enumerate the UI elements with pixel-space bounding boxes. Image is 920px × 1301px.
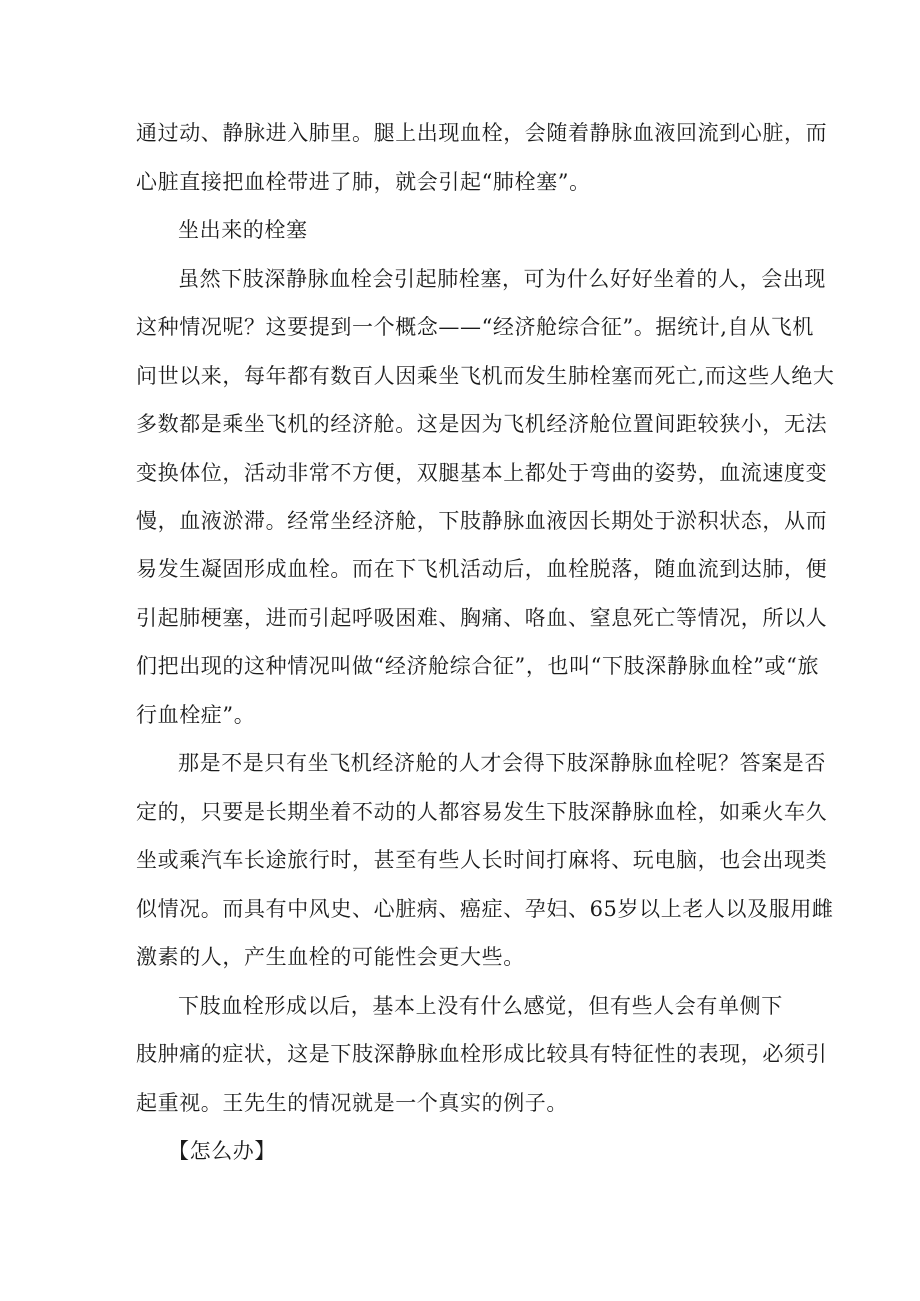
paragraph-line: 问世以来，每年都有数百人因乘坐飞机而发生肺栓塞而死亡,而这些人绝大 bbox=[136, 364, 835, 388]
section-heading: 【怎么办】 bbox=[168, 1139, 276, 1163]
paragraph-line: 们把出现的这种情况叫做“经济舱综合征”，也叫“下肢深静脉血栓”或“旅 bbox=[136, 654, 820, 678]
paragraph-line: 慢，血液淤滞。经常坐经济舱，下肢静脉血液因长期处于淤积状态，从而 bbox=[136, 509, 828, 533]
paragraph-line: 那是不是只有坐飞机经济舱的人才会得下肢深静脉血栓呢？答案是否 bbox=[178, 751, 826, 775]
paragraph-line: 下肢血栓形成以后，基本上没有什么感觉，但有些人会有单侧下 bbox=[178, 994, 783, 1018]
paragraph-line: 易发生凝固形成血栓。而在下飞机活动后，血栓脱落，随血流到达肺，便 bbox=[136, 557, 828, 581]
paragraph-line: 肢肿痛的症状，这是下肢深静脉血栓形成比较具有特征性的表现，必须引 bbox=[136, 1042, 828, 1066]
paragraph-line: 起重视。王先生的情况就是一个真实的例子。 bbox=[136, 1091, 568, 1115]
paragraph-line: 坐或乘汽车长途旅行时，甚至有些人长时间打麻将、玩电脑，也会出现类 bbox=[136, 848, 828, 872]
paragraph-line: 通过动、静脉进入肺里。腿上出现血栓，会随着静脉血液回流到心脏，而 bbox=[136, 121, 828, 145]
paragraph-line: 引起肺梗塞，进而引起呼吸困难、胸痛、咯血、窒息死亡等情况，所以人 bbox=[136, 606, 828, 630]
paragraph-line: 多数都是乘坐飞机的经济舱。这是因为飞机经济舱位置间距较狭小，无法 bbox=[136, 412, 828, 436]
paragraph-line: 变换体位，活动非常不方便，双腿基本上都处于弯曲的姿势，血流速度变 bbox=[136, 461, 828, 485]
paragraph-line: 虽然下肢深静脉血栓会引起肺栓塞，可为什么好好坐着的人，会出现 bbox=[178, 267, 826, 291]
paragraph-line: 这种情况呢？这要提到一个概念——“经济舱综合征”。据统计,自从飞机 bbox=[136, 315, 814, 339]
section-heading: 坐出来的栓塞 bbox=[178, 218, 308, 242]
paragraph-line: 行血栓症”。 bbox=[136, 703, 256, 727]
paragraph-line: 定的，只要是长期坐着不动的人都容易发生下肢深静脉血栓，如乘火车久 bbox=[136, 800, 828, 824]
paragraph-line: 心脏直接把血栓带进了肺，就会引起“肺栓塞”。 bbox=[136, 170, 591, 194]
paragraph-line: 激素的人，产生血栓的可能性会更大些。 bbox=[136, 945, 525, 969]
paragraph-line: 似情况。而具有中风史、心脏病、癌症、孕妇、65岁以上老人以及服用雌 bbox=[136, 897, 834, 921]
